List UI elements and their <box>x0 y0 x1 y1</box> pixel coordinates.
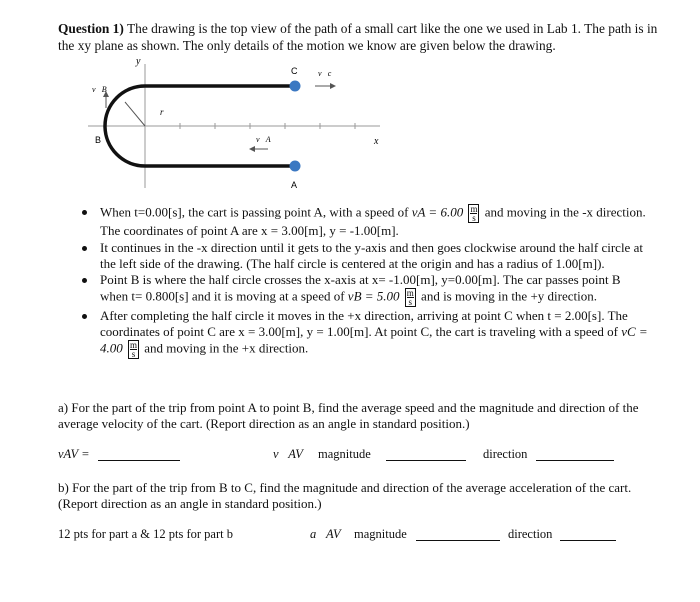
list-item: Point B is where the half circle crosses the x-axis at x= -1.00[m], y=0.00[m]. The car passes point B when t= 0.800[s] and it is moving at a speed of vB = 5.00 $\frac{m}{s}$ and is moving in the +y direction. <box>78 272 648 307</box>
vav-label: vAV = <box>58 447 90 461</box>
part-a-text: a) For the part of the trip from point A to point B, find the average speed and the magnitude and direction of the average velocity of the cart. (Report direction as an angle in standard position.) <box>58 400 639 431</box>
part-b-text: b) For the part of the trip from B to C, find the magnitude and direction of the average acceleration of the cart. (Report direction as an angle in standard position.) <box>58 480 632 511</box>
x-axis-label: x <box>374 136 379 147</box>
aav-magnitude-blank[interactable] <box>416 528 500 541</box>
motion-details-list <box>78 204 648 360</box>
radius-line <box>125 102 145 126</box>
aav-vector-label: a⃗AV <box>310 527 341 541</box>
vb-label: v⃗B <box>92 85 107 94</box>
vav-magnitude-blank[interactable] <box>386 448 466 461</box>
va-value: vA = 6.00 <box>411 204 464 220</box>
point-c-dot <box>290 81 301 92</box>
point-a-label: A <box>291 180 298 190</box>
va-label: v⃗A <box>256 135 271 144</box>
vav-vector-label: v⃗AV <box>273 447 303 461</box>
unit-fraction: $\frac{m}{s}$ <box>130 339 138 359</box>
list-item: After completing the half circle it moves in the +x direction, arriving at point C when t = 2.00[s]. The coordinates of point C are x = 3.00[m], y = 1.00[m]. At point C, the cart is traveling with a speed of vC = 4.00 $\frac{m}{s}$ and moving in the +x direction. <box>78 308 648 359</box>
unit-fraction: $\frac{m}{s}$ <box>406 288 414 308</box>
vb-value: vB = 5.00 <box>347 288 400 304</box>
magnitude-label: magnitude <box>318 447 371 461</box>
vc-label: v⃗c <box>318 69 332 78</box>
vav-direction-blank[interactable] <box>536 448 614 461</box>
point-a-dot <box>290 161 301 172</box>
part-b-answers <box>58 526 658 546</box>
question-intro: The drawing is the top view of the path of a small cart like the one we used in Lab 1. The path is in the xy plane as shown. The only details of the motion we know are given below the drawing. <box>58 21 658 53</box>
list-item: It continues in the -x direction until it gets to the y-axis and then goes clockwise around the half circle at the left side of the drawing. (The half circle is centered at the origin and has a radius of 1.00[m]). <box>78 240 648 272</box>
vc-value: vC = 4.00 <box>100 323 648 356</box>
list-item: When t=0.00[s], the cart is passing point A, with a speed of vA = 6.00 $\frac{m}{s}$ and moving in the -x direction. The coordinates of point A are x = 3.00[m], y = -1.00[m]. <box>78 204 648 239</box>
direction-label: direction <box>483 447 528 461</box>
radius-label: r <box>160 107 164 117</box>
point-b-label: B <box>95 135 102 145</box>
y-axis-label: y <box>136 56 141 67</box>
points-label: 12 pts for part a & 12 pts for part b <box>58 527 233 541</box>
aav-direction-blank[interactable] <box>560 528 616 541</box>
unit-fraction: $\frac{m}{s}$ <box>470 204 478 223</box>
vav-answer-blank[interactable] <box>98 448 180 461</box>
part-a-answers <box>58 446 658 466</box>
point-c-label: C <box>291 66 298 76</box>
direction-label: direction <box>508 527 553 541</box>
magnitude-label: magnitude <box>354 527 407 541</box>
question-number: Question 1) <box>58 21 124 36</box>
